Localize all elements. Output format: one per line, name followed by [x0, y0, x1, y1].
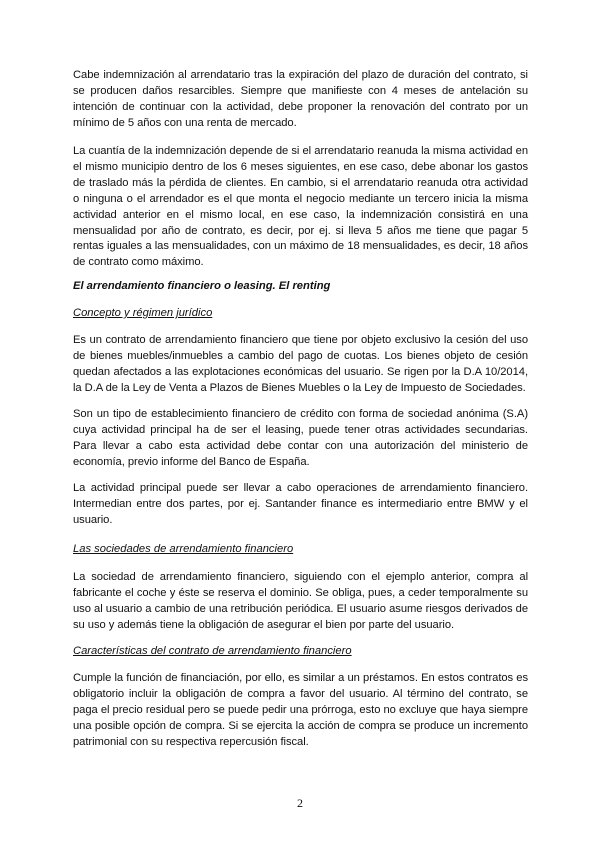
paragraph-actividad — [73, 481, 528, 529]
paragraph-sociedad — [73, 570, 528, 634]
paragraph-concepto — [73, 333, 528, 397]
subheading-concepto: Concepto y régimen jurídico — [73, 307, 213, 319]
paragraph-text: La actividad principal puede ser llevar a cabo operaciones de arrendamiento financiero. Intermedian entre dos partes, por ej. Santander finance es intermediario entre BMW y el usuario. — [73, 482, 528, 526]
subheading-sociedades: Las sociedades de arrendamiento financiero — [73, 543, 294, 555]
subheading-caracteristicas: Características del contrato de arrendamiento financiero — [73, 645, 352, 657]
paragraph-cuantia — [73, 144, 528, 271]
paragraph-establecimiento — [73, 407, 528, 471]
paragraph-text: Cumple la función de financiación, por ello, es similar a un préstamos. En estos contratos es obligatorio incluir la obligación de compra a favor del usuario. Al término del contrato, se paga el precio residual pero se puede pedir una prórroga, esto no excluye que haya siempre una posible opción de compra. Si se ejercita la acción de compra se produce un incremento patrimonial con su respectiva repercusión fiscal. — [73, 672, 528, 748]
paragraph-text: La sociedad de arrendamiento financiero, siguiendo con el ejemplo anterior, compra al fabricante el coche y éste se reserva el dominio. Se obliga, pues, a ceder temporalmente su uso al usuario a cambio de una retribución periódica. El usuario asume riesgos derivados de su uso y además tiene la obligación de asegurar el bien por parte del usuario. — [73, 571, 528, 631]
paragraph-caracteristicas — [73, 671, 528, 751]
paragraph-text: Cabe indemnización al arrendatario tras la expiración del plazo de duración del contrato, si se producen daños resarcibles. Siempre que manifieste con 4 meses de antelación su intención de continuar con la actividad, debe proponer la renovación del contrato por un mínimo de 5 años con una renta de mercado. — [73, 69, 528, 129]
paragraph-text: Es un contrato de arrendamiento financiero que tiene por objeto exclusivo la cesión del uso de bienes muebles/inmuebles a cambio del pago de cuotas. Los bienes objeto de cesión quedan afectados a las explotaciones económicas del usuario. Se rigen por la D.A 10/2014, la D.A de la Ley de Venta a Plazos de Bienes Muebles o la Ley de Impuesto de Sociedades. — [73, 334, 528, 394]
section-heading: El arrendamiento financiero o leasing. El renting — [73, 280, 331, 292]
paragraph-indemnizacion — [73, 68, 528, 132]
paragraph-text: Son un tipo de establecimiento financiero de crédito con forma de sociedad anónima (S.A) cuya actividad principal ha de ser el leasing, puede tener otras actividades secundarias. Para llevar a cabo esta actividad debe contar con una autorización del ministerio de economía, previo informe del Banco de España. — [73, 408, 528, 468]
page-number: 2 — [297, 796, 303, 810]
paragraph-text: La cuantía de la indemnización depende de si el arrendatario reanuda la misma actividad en el mismo municipio dentro de los 6 meses siguientes, en ese caso, debe abonar los gastos de traslado más la pérdida de clientes. En cambio, si el arrendatario reanuda otra actividad o ninguna o el arrendador es el que monta el negocio mediante un tercero inicia la misma actividad anterior en el mismo local, en ese caso, la indemnización consistirá en una mensualidad por año de contrato, es decir, por ej. si lleva 5 años me tiene que pagar 5 rentas iguales a las mensualidades, con un máximo de 18 mensualidades, es decir, 18 años de contrato como máximo. — [73, 145, 528, 269]
